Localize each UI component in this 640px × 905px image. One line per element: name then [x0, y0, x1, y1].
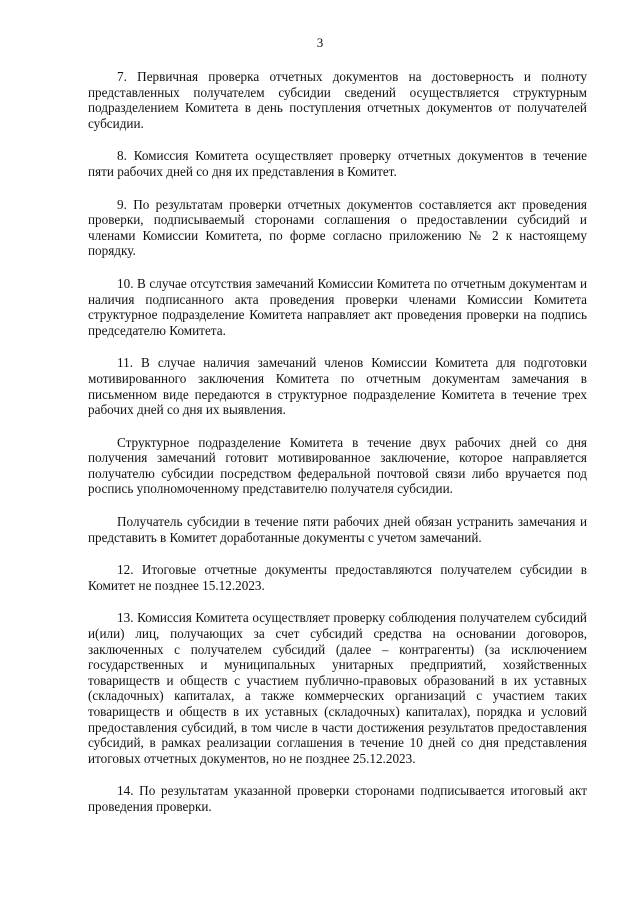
paragraph-12: 12. Итоговые отчетные документы предоставляются получателем субсидии в Комитет не позднее 15.12.2023.	[88, 562, 587, 593]
document-body	[88, 69, 587, 832]
paragraph-10: 10. В случае отсутствия замечаний Комиссии Комитета по отчетным документам и наличия подписанного акта проведения проверки членами Комиссии Комитета структурное подразделение Комитета направляет акт проведения проверки на подпись председателю Комитета.	[88, 275, 587, 338]
page-number: 3	[316, 35, 324, 50]
paragraph-11-continued: Структурное подразделение Комитета в течение двух рабочих дней со дня получения замечаний готовит мотивированное заключение, которое направляется получателю субсидии посредством федеральной почтовой связи либо вручается под роспись уполномоченному представителю получателя субсидии.	[88, 434, 587, 497]
paragraph-9: 9. По результатам проверки отчетных документов составляется акт проведения проверки, подписываемый сторонами соглашения о предоставлении субсидий и членами Комиссии Комитета, по форме согласно приложению № 2 к настоящему порядку.	[88, 196, 587, 259]
paragraph-8: 8. Комиссия Комитета осуществляет проверку отчетных документов в течение пяти рабочих дней со дня их представления в Комитет.	[88, 148, 587, 179]
paragraph-11: 11. В случае наличия замечаний членов Комиссии Комитета для подготовки мотивированного заключения Комитета по отчетным документам замечания в письменном виде передаются в структурное подразделение Комитета в течение трех рабочих дней со дня их выявления.	[88, 355, 587, 418]
paragraph-7: 7. Первичная проверка отчетных документов на достоверность и полноту представленных получателем субсидии сведений осуществляется структурным подразделением Комитета в день поступления отчетных документов от получателей субсидии.	[88, 69, 587, 131]
paragraph-13: 13. Комиссия Комитета осуществляет проверку соблюдения получателем субсидий и(или) лиц, получающих за счет субсидий средства на основании договоров, заключенных с получателем субсидий (далее – контрагенты) (за исключением государственных и муниципальных унитарных предприятий, хозяйственных товариществ и обществ с участием публично-правовых образований в их уставных (складочных) капиталах, а также коммерческих организаций с участием таких товариществ и обществ в их уставных (складочных) капиталах), порядка и условий предоставления субсидий, в том числе в части достижения результатов предоставления субсидий, в рамках реализации соглашения в течение 10 дней со дня представления итоговых отчетных документов, но не позднее 25.12.2023.	[88, 610, 587, 766]
paragraph-11-recipient: Получатель субсидии в течение пяти рабочих дней обязан устранить замечания и представить в Комитет доработанные документы с учетом замечаний.	[88, 514, 587, 545]
paragraph-14: 14. По результатам указанной проверки сторонами подписывается итоговый акт проведения проверки.	[88, 783, 587, 814]
